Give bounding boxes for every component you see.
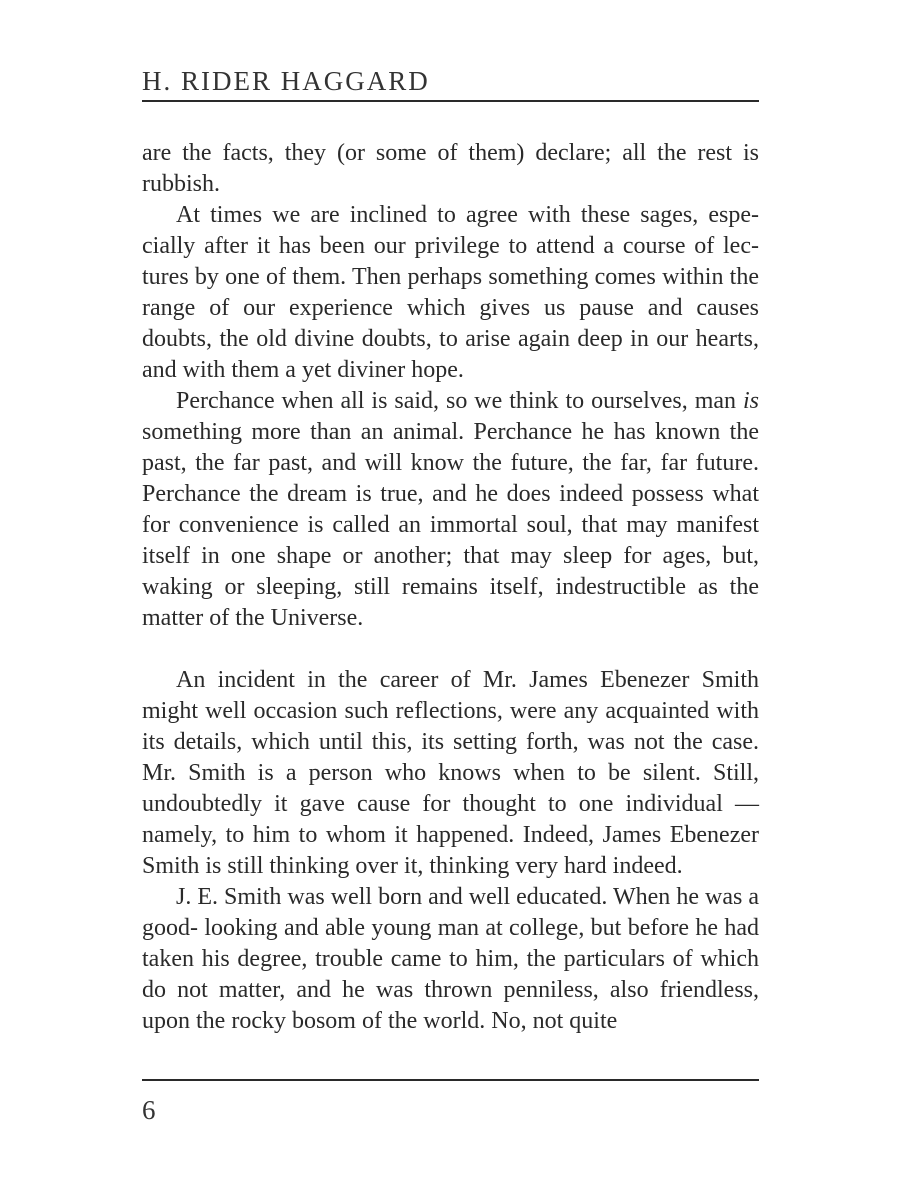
header-rule xyxy=(142,100,759,102)
body-text xyxy=(142,138,759,1037)
footer-rule xyxy=(142,1079,759,1081)
paragraph-1: are the facts, they (or some of them) declare; all the rest is rubbish. xyxy=(142,140,759,197)
paragraph-4: An incident in the career of Mr. James Ebenezer Smith might well occasion such reflections, were any acquainted with its details, which until this, its setting forth, was not the case. Mr. Smith is a person who knows when to be silent. Still, undoubtedly it gave cause for thought to one individual — namely, to him to whom it happened. Indeed, James Ebenezer Smith is still thinking over it, thinking very hard indeed. xyxy=(142,667,759,879)
paragraph-3-rest: something more than an animal. Perchance he has known the past, the far past, and will know the future, the far, far future. Perchance the dream is true, and he does indeed possess what for convenience is called an immortal soul, that may manifest itself in one shape or another; that may sleep for ages, but, waking or sleeping, still remains itself, indestructible as the matter of the Universe. xyxy=(142,419,759,631)
paragraph-2: At times we are inclined to agree with these sages, especially after it has been our privilege to attend a course of lectures by one of them. Then perhaps something comes within the range of our experience which gives us pause and causes doubts, the old divine doubts, to arise again deep in our hearts, and with them a yet diviner hope. xyxy=(142,202,759,383)
page-footer xyxy=(142,1079,759,1127)
page-number: 6 xyxy=(142,1095,156,1125)
running-title: H. RIDER HAGGARD xyxy=(142,66,430,96)
paragraph-3-start: Perchance when all is said, so we think to ourselves, man xyxy=(176,388,743,414)
paragraph-5: J. E. Smith was well born and well educated. When he was a good- looking and able young man at college, but before he had taken his degree, trouble came to him, the particulars of which do not matter, and he was thrown penniless, also friendless, upon the rocky bosom of the world. No, not quite xyxy=(142,884,759,1034)
page-header xyxy=(142,62,759,102)
paragraph-3 xyxy=(142,386,759,634)
paragraph-3-italic: is xyxy=(742,388,759,414)
